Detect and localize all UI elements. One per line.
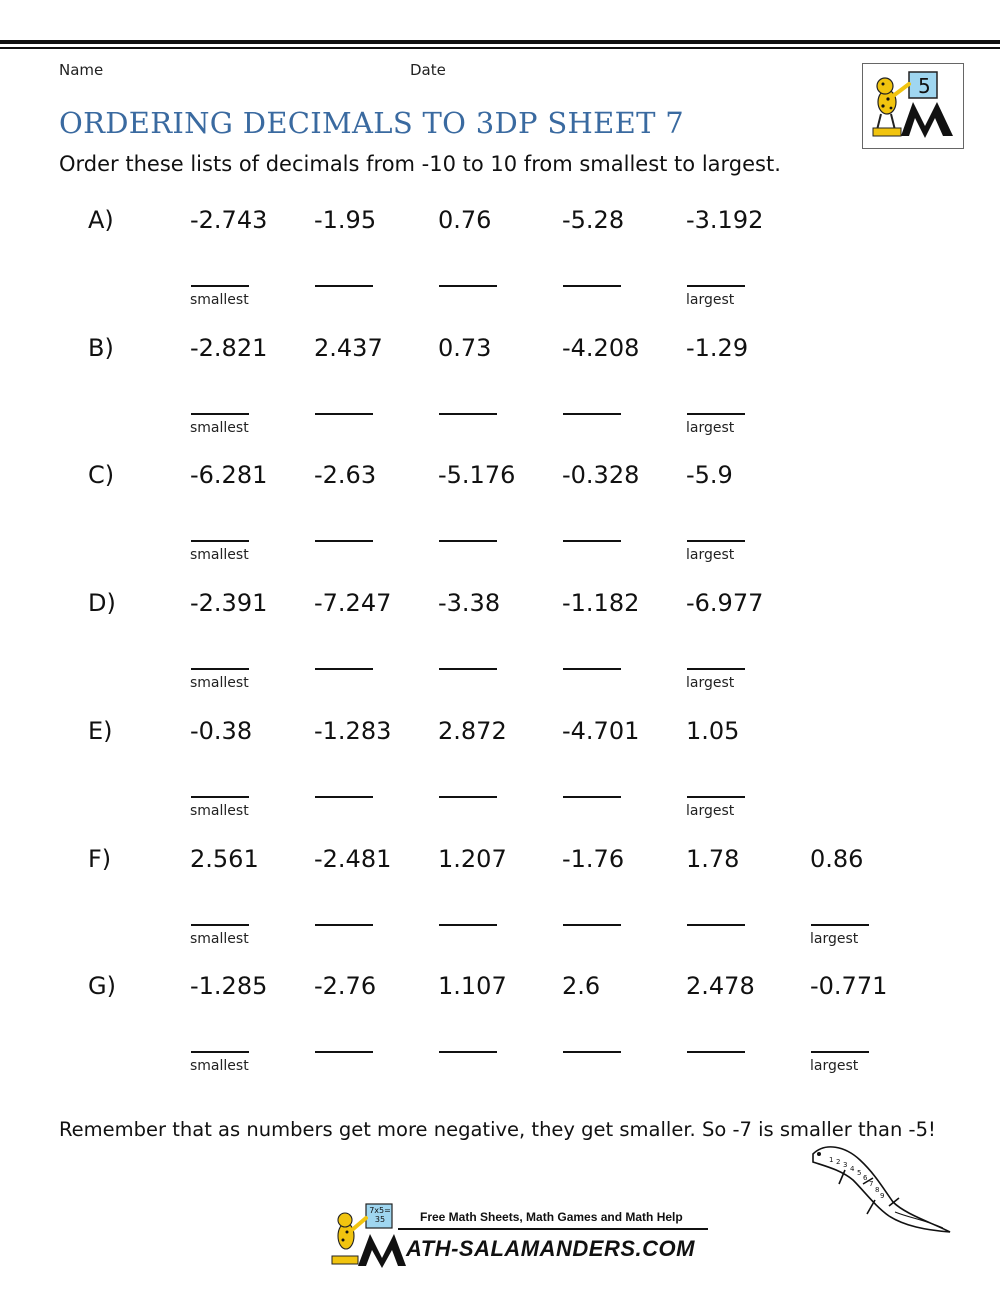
answer-blank[interactable] bbox=[687, 796, 745, 798]
smallest-label: smallest bbox=[190, 802, 249, 819]
question-label: D) bbox=[88, 589, 116, 618]
answer-blank[interactable] bbox=[563, 668, 621, 670]
largest-label: largest bbox=[810, 930, 859, 947]
answer-blank[interactable] bbox=[439, 1051, 497, 1053]
answer-blank[interactable] bbox=[191, 285, 249, 287]
svg-text:7: 7 bbox=[869, 1180, 874, 1188]
decimal-value: -1.95 bbox=[314, 206, 377, 234]
answer-blank[interactable] bbox=[439, 924, 497, 926]
largest-label: largest bbox=[810, 1058, 859, 1075]
answer-blank[interactable] bbox=[811, 1051, 869, 1053]
decimal-value: -1.29 bbox=[686, 333, 749, 362]
answer-blank[interactable] bbox=[563, 413, 621, 415]
footer-badge-text: 7x5= 35 bbox=[369, 1206, 391, 1224]
decimal-value: -0.771 bbox=[810, 972, 888, 1001]
question-label: F) bbox=[88, 844, 112, 873]
largest-label: largest bbox=[686, 802, 735, 819]
answer-blank[interactable] bbox=[439, 285, 497, 287]
decimal-value: -1.182 bbox=[562, 589, 640, 618]
decimal-value: 2.437 bbox=[314, 333, 383, 362]
decimal-value: -1.283 bbox=[314, 716, 392, 745]
answer-blank[interactable] bbox=[315, 1051, 373, 1053]
decimal-value: 1.207 bbox=[438, 844, 507, 873]
smallest-label: smallest bbox=[190, 547, 249, 564]
decimal-value: -5.9 bbox=[686, 461, 733, 490]
svg-text:8: 8 bbox=[875, 1186, 880, 1194]
largest-label: largest bbox=[686, 547, 735, 564]
decimal-value: 1.78 bbox=[686, 844, 740, 873]
answer-blank[interactable] bbox=[439, 413, 497, 415]
decimal-value: 2.872 bbox=[438, 716, 507, 745]
answer-blank[interactable] bbox=[191, 668, 249, 670]
logo-badge-number: 5 bbox=[918, 74, 931, 98]
decimal-value: 2.6 bbox=[562, 972, 601, 1001]
decimal-value: 0.76 bbox=[438, 206, 492, 234]
salamander-illustration-icon bbox=[805, 1140, 955, 1240]
svg-text:9: 9 bbox=[880, 1192, 885, 1200]
decimal-value: 2.561 bbox=[190, 844, 259, 873]
decimal-value: -0.38 bbox=[190, 716, 253, 745]
answer-blank[interactable] bbox=[687, 413, 745, 415]
smallest-label: smallest bbox=[190, 292, 249, 308]
answer-blank[interactable] bbox=[315, 924, 373, 926]
footer-salamander-icon bbox=[328, 1200, 408, 1270]
decimal-value: 1.107 bbox=[438, 972, 507, 1001]
decimal-value: 0.73 bbox=[438, 333, 492, 362]
answer-blank[interactable] bbox=[563, 285, 621, 287]
site-footer-logo bbox=[328, 1200, 718, 1272]
answer-blank[interactable] bbox=[315, 413, 373, 415]
reminder-note: Remember that as numbers get more negative, they get smaller. So -7 is smaller than -5! bbox=[59, 1118, 936, 1141]
decimal-value: -2.391 bbox=[190, 589, 268, 618]
answer-blank[interactable] bbox=[315, 668, 373, 670]
answer-blank[interactable] bbox=[439, 668, 497, 670]
svg-text:1: 1 bbox=[829, 1156, 834, 1164]
date-label: Date bbox=[410, 61, 446, 79]
smallest-label: smallest bbox=[190, 419, 249, 436]
decimal-value: -2.821 bbox=[190, 333, 268, 362]
smallest-label: smallest bbox=[190, 675, 249, 692]
answer-blank[interactable] bbox=[439, 796, 497, 798]
decimal-value: -1.76 bbox=[562, 844, 625, 873]
largest-label: largest bbox=[686, 419, 735, 436]
decimal-value: -5.28 bbox=[562, 206, 625, 234]
answer-blank[interactable] bbox=[563, 540, 621, 542]
answer-blank[interactable] bbox=[191, 413, 249, 415]
answer-blank[interactable] bbox=[687, 540, 745, 542]
decimal-value: -6.977 bbox=[686, 589, 764, 618]
decimal-value: -5.176 bbox=[438, 461, 516, 490]
answer-blank[interactable] bbox=[315, 796, 373, 798]
decimal-value: -2.63 bbox=[314, 461, 377, 490]
answer-blank[interactable] bbox=[687, 668, 745, 670]
footer-tagline: Free Math Sheets, Math Games and Math Help bbox=[420, 1210, 683, 1224]
svg-text:5: 5 bbox=[857, 1169, 862, 1177]
top-rule-thick bbox=[0, 40, 1000, 44]
answer-blank[interactable] bbox=[191, 1051, 249, 1053]
decimal-value: 1.05 bbox=[686, 716, 740, 745]
name-label: Name bbox=[59, 61, 104, 79]
answer-blank[interactable] bbox=[315, 285, 373, 287]
footer-site-name: ATH-SALAMANDERS.COM bbox=[406, 1236, 695, 1261]
answer-blank[interactable] bbox=[191, 796, 249, 798]
salamander-logo-icon bbox=[863, 64, 963, 148]
question-label: A) bbox=[88, 206, 114, 234]
instructions: Order these lists of decimals from -10 to 10 from smallest to largest. bbox=[59, 152, 781, 176]
answer-blank[interactable] bbox=[811, 924, 869, 926]
question-label: G) bbox=[88, 972, 116, 1001]
svg-text:4: 4 bbox=[850, 1165, 855, 1173]
grade-logo bbox=[862, 63, 964, 149]
svg-text:2: 2 bbox=[836, 1158, 841, 1166]
answer-blank[interactable] bbox=[563, 924, 621, 926]
decimal-value: -3.38 bbox=[438, 589, 501, 618]
answer-blank[interactable] bbox=[439, 540, 497, 542]
decimal-value: 0.86 bbox=[810, 844, 864, 873]
question-label: E) bbox=[88, 716, 113, 745]
answer-blank[interactable] bbox=[563, 1051, 621, 1053]
decimal-value: -2.481 bbox=[314, 844, 392, 873]
decimal-value: -6.281 bbox=[190, 461, 268, 490]
footer-rule bbox=[398, 1228, 708, 1230]
answer-blank[interactable] bbox=[563, 796, 621, 798]
page-title: ORDERING DECIMALS TO 3DP SHEET 7 bbox=[59, 106, 684, 140]
decimal-value: -4.701 bbox=[562, 716, 640, 745]
decimal-value: -2.743 bbox=[190, 206, 268, 234]
smallest-label: smallest bbox=[190, 930, 249, 947]
smallest-label: smallest bbox=[190, 1058, 249, 1075]
answer-blank[interactable] bbox=[687, 1051, 745, 1053]
largest-label: largest bbox=[686, 675, 735, 692]
question-label: B) bbox=[88, 333, 114, 362]
decimal-value: -4.208 bbox=[562, 333, 640, 362]
answer-blank[interactable] bbox=[191, 540, 249, 542]
answer-blank[interactable] bbox=[315, 540, 373, 542]
answer-blank[interactable] bbox=[191, 924, 249, 926]
svg-text:6: 6 bbox=[863, 1174, 868, 1182]
decimal-value: 2.478 bbox=[686, 972, 755, 1001]
decimal-value: -1.285 bbox=[190, 972, 268, 1001]
svg-text:3: 3 bbox=[843, 1161, 848, 1169]
decimal-value: -0.328 bbox=[562, 461, 640, 490]
decimal-value: -3.192 bbox=[686, 206, 764, 234]
decimal-value: -2.76 bbox=[314, 972, 377, 1001]
decimal-value: -7.247 bbox=[314, 589, 392, 618]
top-rule-thin bbox=[0, 47, 1000, 49]
largest-label: largest bbox=[686, 292, 735, 308]
question-label: C) bbox=[88, 461, 115, 490]
answer-blank[interactable] bbox=[687, 285, 745, 287]
answer-blank[interactable] bbox=[687, 924, 745, 926]
